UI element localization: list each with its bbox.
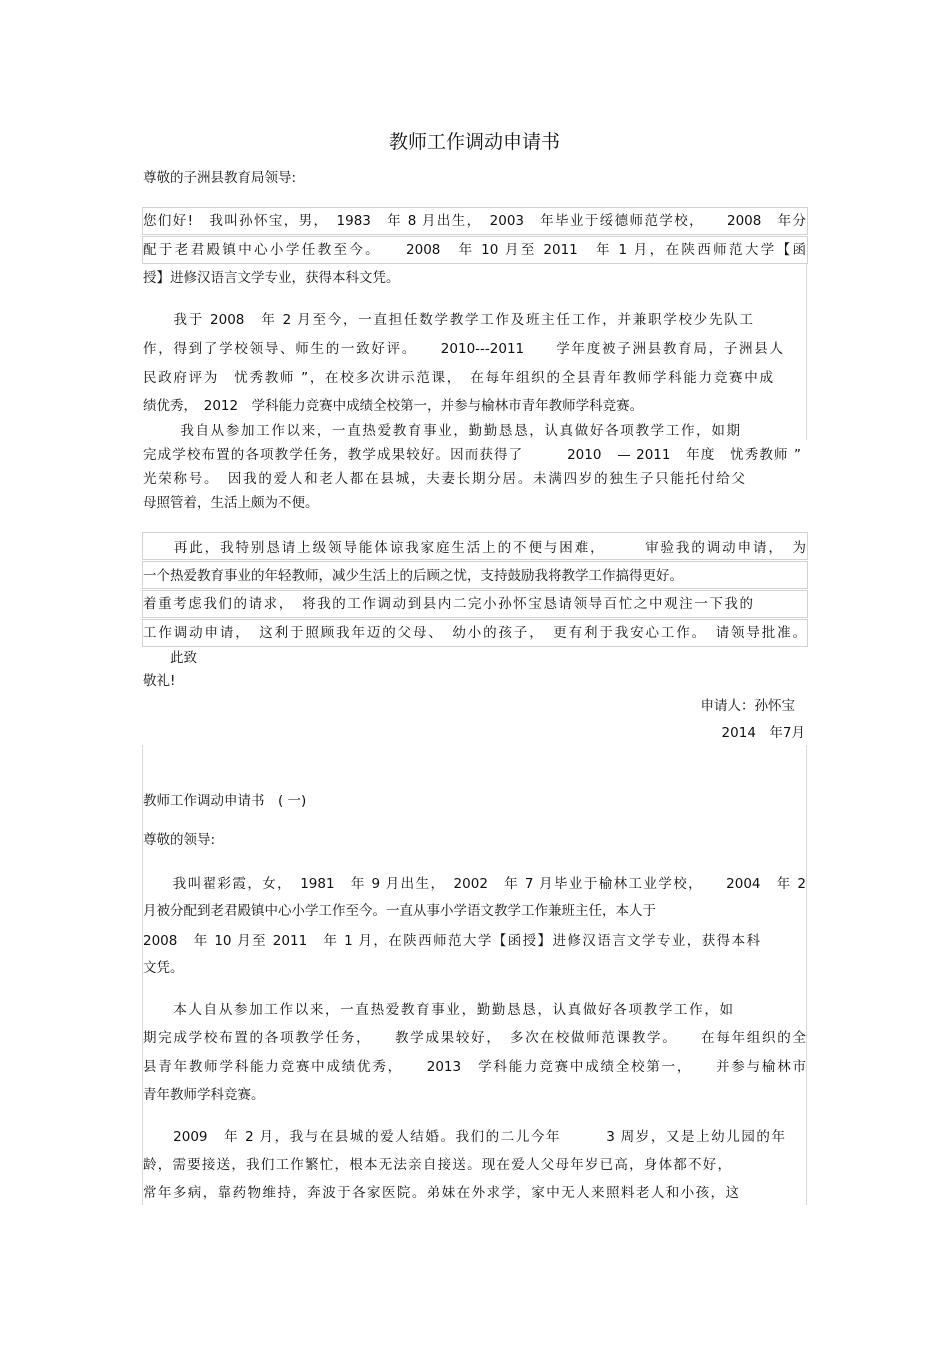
section-title: 教师工作调动申请书 ( 一) [143,793,307,809]
paragraph-line: 文凭。 [143,960,184,976]
paragraph-line: 县青年教师学科能力竞赛中成绩优秀， 2013 学科能力竞赛中成绩全校第一， 并参与榆林市 [143,1059,806,1075]
paragraph-line: 完成学校布置的各项教学任务，教学成果较好。因而获得了 2010 — 2011 年度 忧秀教师 ” [143,447,801,463]
paragraph-line: 我于 2008 年 2 月至今，一直担任数学教学工作及班主任工作，并兼职学校少先队工 [143,312,753,328]
paragraph-line: 光荣称号。 因我的爱人和老人都在县城，夫妻长期分居。未满四岁的独生子只能托付给父 [143,471,745,487]
paragraph-line: 工作调动申请， 这利于照顾我年迈的父母、 幼小的孩子， 更有利于我安心工作。 请领导批准。 [143,625,806,641]
paragraph-line: 绩优秀， 2012 学科能力竞赛中成绩全校第一，并参与榆林市青年教师学科竞赛。 [143,398,644,414]
paragraph-line: 本人自从参加工作以来，一直热爱教育事业，勤勤恳恳，认真做好各项教学工作，如 [143,1002,733,1018]
paragraph-line: 母照管着，生活上颇为不便。 [143,495,319,511]
salutation: 尊敬的子洲县教育局领导: [143,170,297,186]
paragraph-line: 龄，需要接送，我们工作繁忙，根本无法亲自接送。现在爱人父母年岁已高，身体都不好， [143,1157,731,1173]
frame-right-line [806,745,807,1205]
closing-line: 敬礼! [143,673,176,689]
paragraph-line: 作，得到了学校领导、师生的一致好评。 2010---2011 学年度被子洲县教育局，子洲县人 [143,341,783,357]
salutation: 尊敬的领导: [143,832,216,848]
signature: 申请人：孙怀宝 [700,698,795,714]
paragraph-line: 再此，我特别恳请上级领导能体谅我家庭生活上的不便与困难， 审验我的调动申请， 为 [143,540,806,556]
paragraph-line: 月被分配到老君殿镇中心小学工作至今。一直从事小学语文教学工作兼班主任，本人于 [143,903,656,919]
paragraph-line: 常年多病，靠药物维持，奔波于各家医院。弟妹在外求学，家中无人来照料老人和小孩，这 [143,1185,739,1201]
frame-right-line [806,264,807,440]
intro-line: 您们好! 我叫孙怀宝，男， 1983 年 8 月出生， 2003 年毕业于绥德师范学校， 2008 年分 [143,213,806,229]
paragraph-line: 青年教师学科竞赛。 [143,1087,265,1103]
intro-line: 配于老君殿镇中心小学任教至今。 2008 年 10 月至 2011 年 1 月，在陕西师范大学【函 [143,242,806,258]
intro-line: 授】进修汉语言文学专业，获得本科文凭。 [143,270,400,286]
paragraph-line: 2008 年 10 月至 2011 年 1 月，在陕西师范大学【函授】进修汉语言文学专业，获得本科 [143,933,760,949]
closing-line: 此致 [143,650,197,666]
date: 2014 年7月 [721,725,805,741]
paragraph-line: 我叫翟彩霞，女， 1981 年 9 月出生， 2002 年 7 月毕业于榆林工业学校， 2004 年 2 [143,876,806,892]
paragraph-line: 民政府评为 忧秀教师 ”，在校多次讲示范课， 在每年组织的全县青年教师学科能力竞赛中成 [143,370,773,386]
paragraph-line: 一个热爱教育事业的年轻教师，减少生活上的后顾之忧，支持鼓励我将教学工作搞得更好。 [143,568,683,584]
paragraph-line: 我自从参加工作以来，一直热爱教育事业，勤勤恳恳，认真做好各项教学工作，如期 [150,423,740,439]
document-title: 教师工作调动申请书 [388,131,560,153]
paragraph-line: 期完成学校布置的各项教学任务， 教学成果较好， 多次在校做师范课教学。 在每年组织的全 [143,1030,806,1046]
paragraph-line: 着重考虑我们的请求， 将我的工作调动到县内二完小孙怀宝恳请领导百忙之中观注一下我的 [143,596,753,612]
paragraph-line: 2009 年 2 月，我与在县城的爱人结婚。我们的二儿今年 3 周岁，又是上幼儿园的年 [143,1129,785,1145]
